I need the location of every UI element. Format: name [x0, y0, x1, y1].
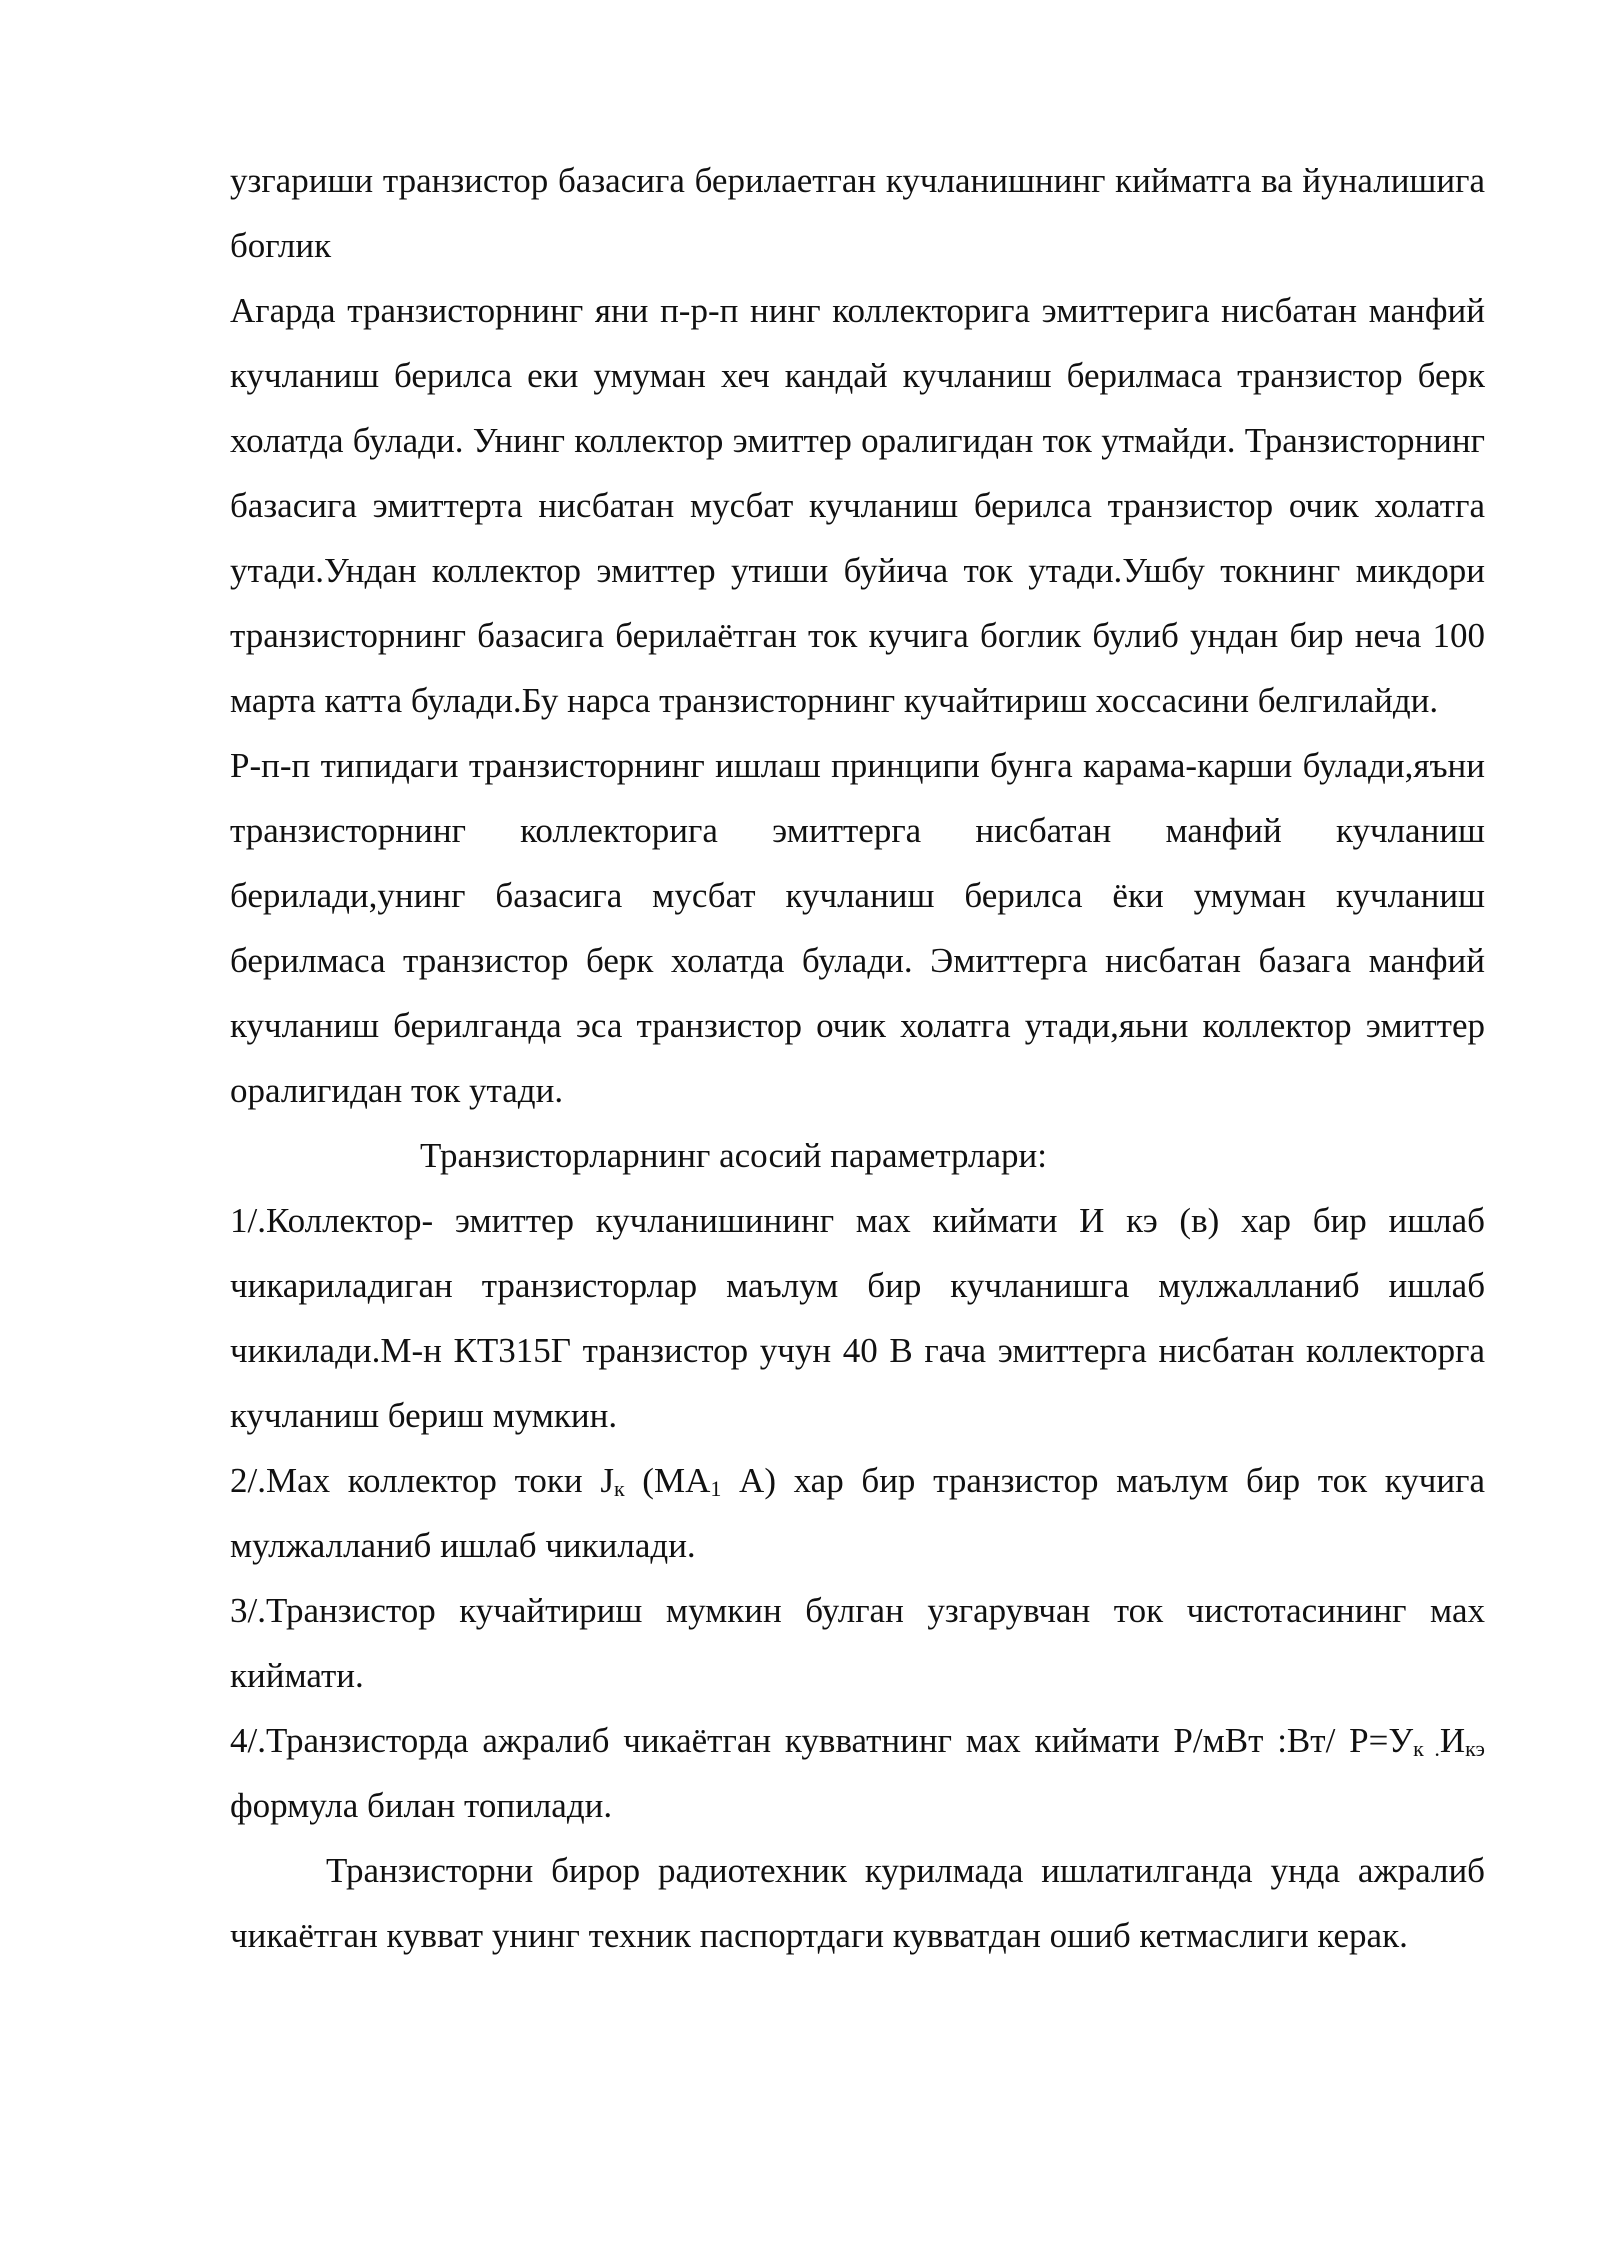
list-item-4 [230, 1708, 1485, 1838]
list-item-4-text-end: формула билан топилади. [230, 1786, 613, 1825]
paragraph-npn: Агарда транзисторнинг яни п-р-п нинг коллекторига эмиттерига нисбатан манфий кучланиш берилса еки умуман хеч кандай кучланиш берилмаса транзистор берк холатда булади. Унинг коллектор эмиттер оралигидан ток утмайди. Транзисторнинг базасига эмиттерта нисбатан мусбат кучланиш берилса транзистор очик холатга утади.Ундан коллектор эмиттер утиши буйича ток утади.Ушбу токнинг микдори транзисторнинг базасига берилаётган ток кучига боглик булиб ундан бир неча 100 марта катта булади.Бу нарса транзисторнинг кучайтириш хоссасини белгилайди. [230, 291, 1485, 720]
subscript-1: 1 [710, 1476, 722, 1501]
list-item-2-text-mid: (МА [624, 1461, 711, 1500]
paragraph-intro: узгариши транзистор базасига берилаетган кучланишнинг кийматга ва йуналишига боглик [230, 161, 1485, 265]
list-item-2-text-end: А) хар бир транзистор маълум бир ток кучига мулжалланиб ишлаб чикилади. [230, 1461, 1485, 1565]
list-item-3: 3/.Транзистор кучайтириш мумкин булган узгарувчан ток чистотасининг мах киймати. [230, 1591, 1485, 1695]
document-page [230, 148, 1485, 1968]
list-item-4-text-mid: И [1439, 1721, 1466, 1760]
subscript-ke: кэ [1465, 1736, 1485, 1761]
section-heading: Транзисторларнинг асосий параметрлари: [420, 1136, 1047, 1175]
list-item-2 [230, 1448, 1485, 1578]
subscript-k-dot: к . [1413, 1736, 1440, 1761]
list-item-1: 1/.Коллектор- эмиттер кучланишининг мах киймати И кэ (в) хар бир ишлаб чикариладиган транзисторлар маълум бир кучланишга мулжалланиб ишлаб чикилади.М-н КТ315Г транзистор учун 40 В гача эмиттерга нисбатан коллекторга кучланиш бериш мумкин. [230, 1201, 1485, 1435]
list-item-4-text: 4/.Транзисторда ажралиб чикаётган кувватнинг мах киймати Р/мВт :Вт/ Р=У [230, 1721, 1414, 1760]
list-item-2-text: 2/.Мах коллектор токи J [230, 1461, 614, 1500]
paragraph-conclusion: Транзисторни бирор радиотехник курилмада ишлатилганда унда ажралиб чикаётган кувват унинг техник паспортдаги кувватдан ошиб кетмаслиги керак. [230, 1851, 1485, 1955]
paragraph-pnp: Р-п-п типидаги транзисторнинг ишлаш принципи бунга карама-карши булади,яъни транзисторнинг коллекторига эмиттерга нисбатан манфий кучланиш берилади,унинг базасига мусбат кучланиш берилса ёки умуман кучланиш берилмаса транзистор берк холатда булади. Эмиттерга нисбатан базага манфий кучланиш берилганда эса транзистор очик холатга утади,яьни коллектор эмиттер оралигидан ток утади. [230, 746, 1485, 1110]
subscript-k: к [613, 1476, 625, 1501]
